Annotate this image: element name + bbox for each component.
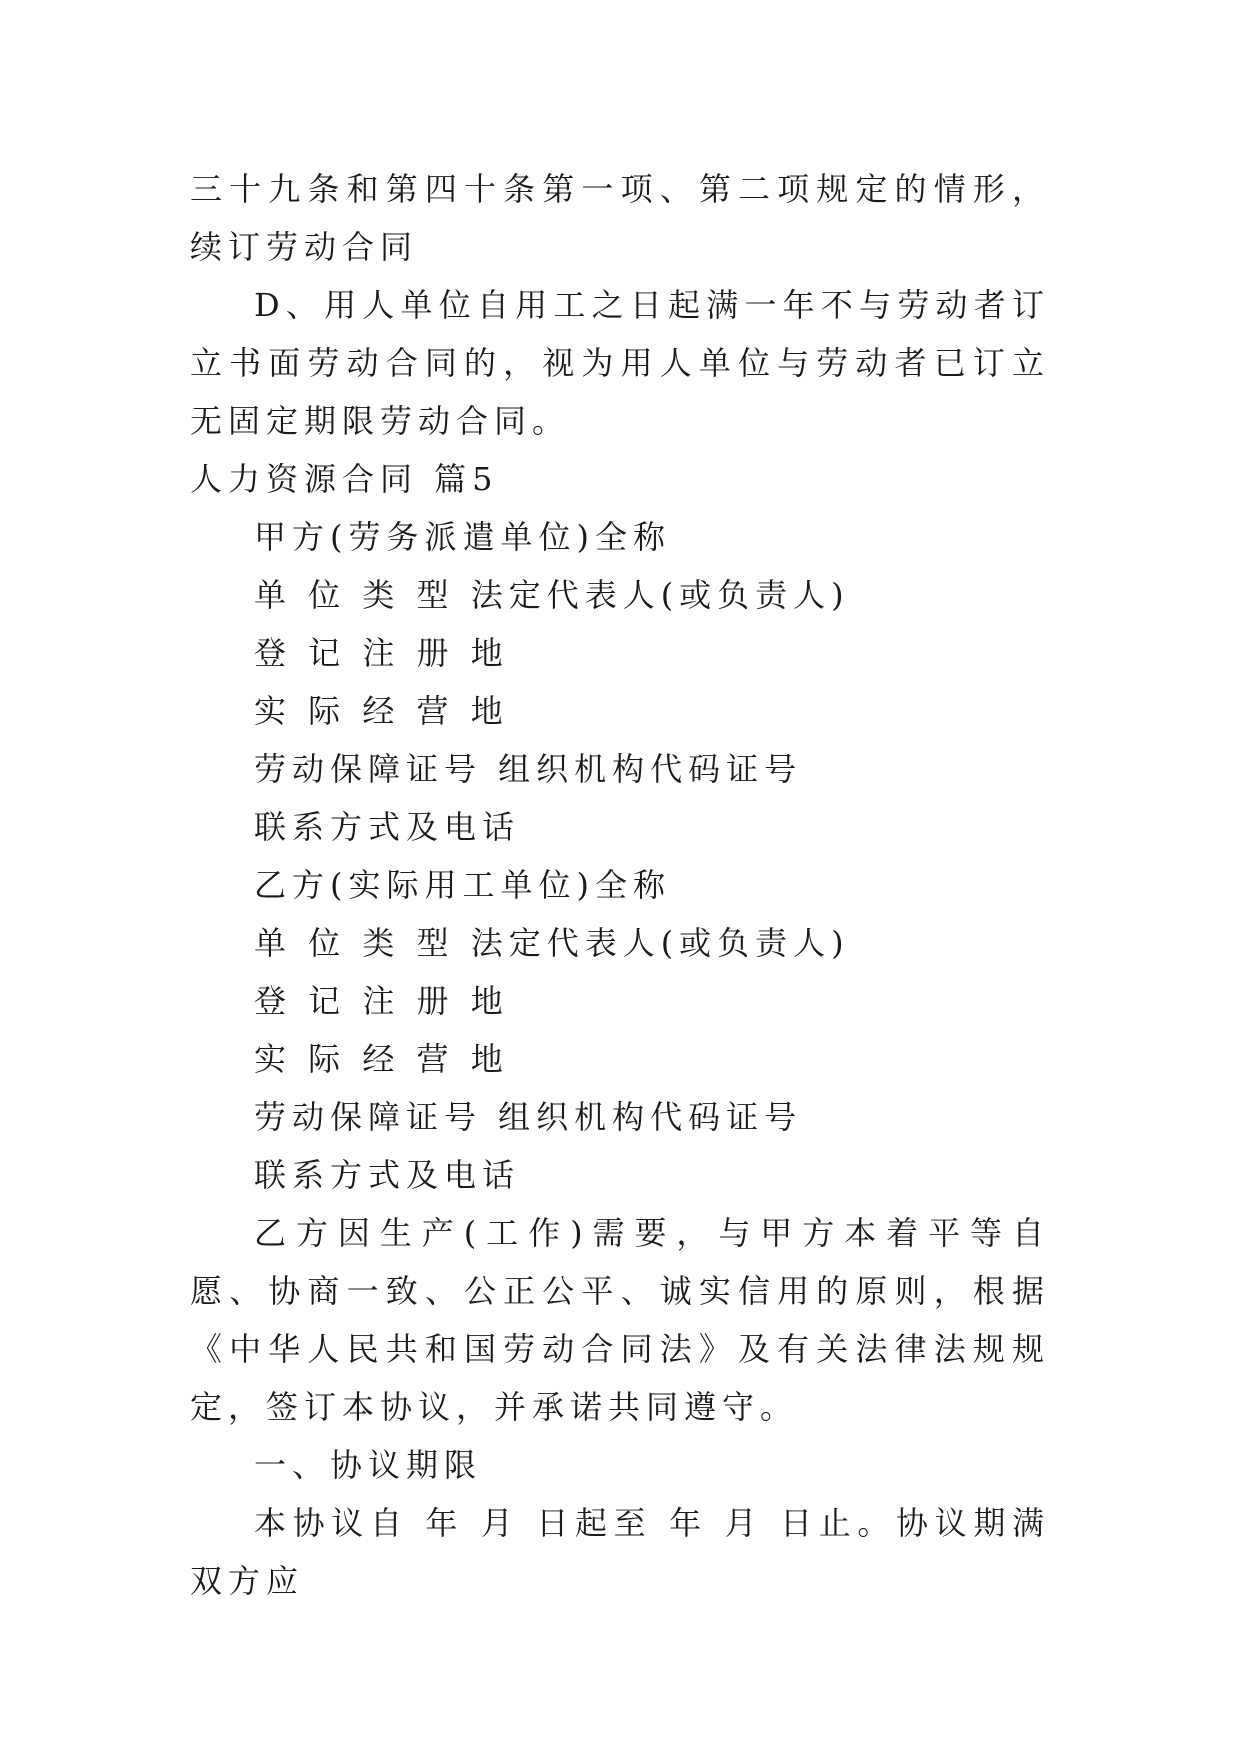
party-a-type-field: 单 位 类 型 法定代表人(或负责人) [254, 576, 850, 614]
party-b-type-field: 单 位 类 型 法定代表人(或负责人) [254, 924, 850, 962]
document-body [190, 160, 1050, 1610]
preamble-paragraph: 乙方因生产(工作)需要，与甲方本着平等自愿、协商一致、公正公平、诚实信用的原则，根据《中华人民共和国劳动合同法》及有关法律法规规定，签订本协议，并承诺共同遵守。 [190, 1214, 1050, 1426]
party-a-registered-address-field: 登 记 注 册 地 [254, 634, 509, 672]
party-a-business-address-field: 实 际 经 营 地 [254, 692, 509, 730]
party-b-name-field: 乙方(实际用工单位)全称 [254, 866, 671, 904]
paragraph-clause-d: D、用人单位自用工之日起满一年不与劳动者订立书面劳动合同的，视为用人单位与劳动者已订立无固定期限劳动合同。 [190, 286, 1050, 440]
party-b-business-address-field: 实 际 经 营 地 [254, 1040, 509, 1078]
section-heading: 人力资源合同 篇5 [190, 460, 499, 498]
party-a-name-field: 甲方(劳务派遣单位)全称 [254, 518, 671, 556]
party-a-license-field: 劳动保障证号 组织机构代码证号 [254, 750, 803, 788]
paragraph-continued-clause: 三十九条和第四十条第一项、第二项规定的情形，续订劳动合同 [190, 170, 1050, 266]
party-b-license-field: 劳动保障证号 组织机构代码证号 [254, 1098, 803, 1136]
party-b-contact-field: 联系方式及电话 [254, 1156, 521, 1194]
party-b-registered-address-field: 登 记 注 册 地 [254, 982, 509, 1020]
agreement-term-paragraph: 本协议自 年 月 日起至 年 月 日止。协议期满双方应 [190, 1504, 1050, 1600]
party-a-contact-field: 联系方式及电话 [254, 808, 521, 846]
section-agreement-term-heading: 一、协议期限 [254, 1446, 483, 1484]
